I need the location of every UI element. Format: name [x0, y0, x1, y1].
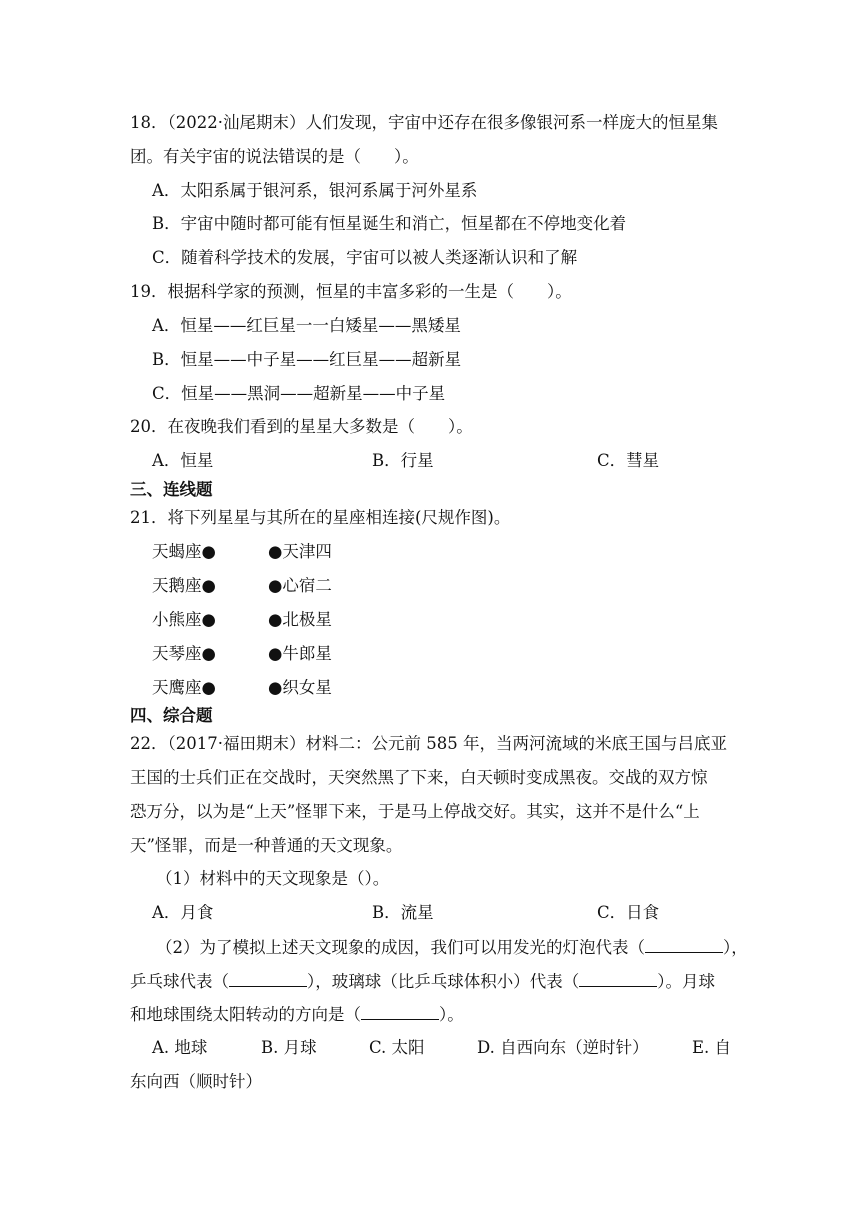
q22-stem-line1: 22．（2017·福田期末）材料二：公元前 585 年，当两河流域的米底王国与吕底亚 — [130, 734, 727, 753]
q22-sub1-option-a: A．月食 — [152, 903, 214, 922]
q20-option-c: C．彗星 — [597, 451, 660, 470]
q21-stem: 21．将下列星星与其所在的星座相连接(尺规作图)。 — [130, 508, 511, 527]
q20-stem: 20．在夜晚我们看到的星星大多数是（ ）。 — [130, 417, 473, 436]
q22-option-c: C. 太阳 — [369, 1038, 425, 1057]
answer-blank-4[interactable] — [361, 1003, 439, 1020]
q22-stem-line4: 天”怪罪，而是一种普通的天文现象。 — [130, 836, 403, 855]
q21-constellation: 天鹰座● — [152, 678, 216, 697]
q22-option-b: B. 月球 — [261, 1038, 317, 1057]
q19-option-b: B．恒星——中子星——红巨星——超新星 — [152, 350, 462, 369]
q22-sub1-option-b: B．流星 — [372, 903, 434, 922]
q22-sub2-text: 和地球围绕太阳转动的方向是（ — [130, 1005, 361, 1024]
q21-star: ●心宿二 — [268, 576, 332, 595]
q22-sub2-text: ），玻璃球（比乒乓球体积小）代表（ — [307, 972, 580, 991]
q22-option-e: E. 自 — [692, 1038, 732, 1057]
q22-sub2-text: （2）为了模拟上述天文现象的成因，我们可以用发光的灯泡代表（ — [156, 938, 645, 957]
q22-option-d: D. 自西向东（逆时针） — [477, 1038, 649, 1057]
q22-option-a: A. 地球 — [152, 1038, 208, 1057]
q18-option-c: C．随着科学技术的发展，宇宙可以被人类逐渐认识和了解 — [152, 248, 578, 267]
q22-sub2-line3 — [130, 1003, 464, 1026]
q18-stem-line1: 18．（2022·汕尾期末）人们发现，宇宙中还存在很多像银河系一样庞大的恒星集 — [130, 113, 718, 132]
q20-option-a: A．恒星 — [152, 451, 214, 470]
q21-star: ●织女星 — [268, 678, 332, 697]
q22-stem-line2: 王国的士兵们正在交战时，天突然黑了下来，白天顿时变成黑夜。交战的双方惊 — [130, 768, 708, 787]
q21-constellation: 天琴座● — [152, 644, 216, 663]
q22-sub2-text: 乒乓球代表（ — [130, 972, 229, 991]
q22-option-e-continued: 东向西（顺时针） — [130, 1072, 262, 1091]
q21-star: ●天津四 — [268, 542, 332, 561]
answer-blank-2[interactable] — [229, 970, 307, 987]
q18-option-a: A．太阳系属于银河系，银河系属于河外星系 — [152, 181, 478, 200]
q21-star: ●牛郎星 — [268, 644, 332, 663]
q20-option-b: B．行星 — [372, 451, 434, 470]
q18-option-b: B．宇宙中随时都可能有恒星诞生和消亡，恒星都在不停地变化着 — [152, 214, 627, 233]
q22-sub2-line2 — [130, 970, 715, 993]
q21-constellation: 天鹅座● — [152, 576, 216, 595]
q22-stem-line3: 恐万分，以为是“上天”怪罪下来，于是马上停战交好。其实，这并不是什么“上 — [130, 802, 700, 821]
q22-sub2-text: ）。月球 — [657, 972, 715, 991]
q21-star: ●北极星 — [268, 610, 332, 629]
q19-option-a: A．恒星——红巨星一一白矮星——黑矮星 — [152, 316, 461, 335]
section-3-heading: 三、连线题 — [130, 480, 213, 499]
q22-sub1-option-c: C．日食 — [597, 903, 660, 922]
section-4-heading: 四、综合题 — [130, 706, 213, 725]
q21-constellation: 天蝎座● — [152, 542, 216, 561]
q19-option-c: C．恒星——黑洞——超新星——中子星 — [152, 384, 446, 403]
q22-sub2-line1 — [156, 936, 748, 959]
q18-stem-line2: 团。有关宇宙的说法错误的是（ ）。 — [130, 147, 419, 166]
q21-constellation: 小熊座● — [152, 610, 216, 629]
q22-sub2-text: ）。 — [439, 1005, 464, 1024]
q19-stem: 19．根据科学家的预测，恒星的丰富多彩的一生是（ ）。 — [130, 282, 572, 301]
q22-sub2-text: ）， — [723, 938, 748, 957]
q22-sub1-stem: （1）材料中的天文现象是（）。 — [156, 869, 390, 888]
answer-blank-3[interactable] — [579, 970, 657, 987]
answer-blank-1[interactable] — [645, 936, 723, 953]
